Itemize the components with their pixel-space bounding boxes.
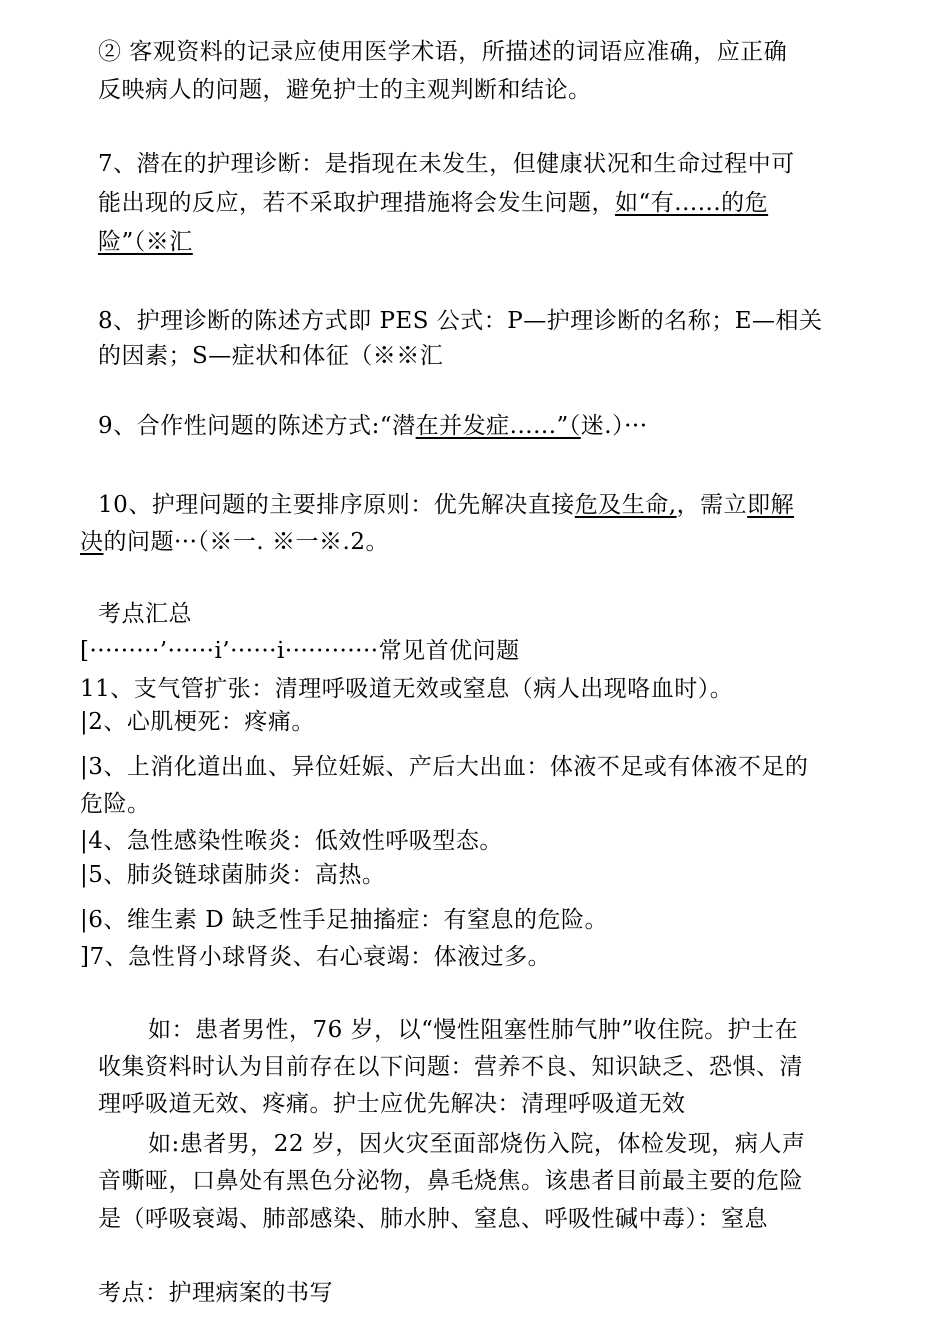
item9-tail: 迷.）··· [580, 413, 648, 439]
item10-underlined-1: 危及生命, [574, 492, 677, 518]
footer-title: 考点：护理病案的书写 [98, 1280, 333, 1306]
summary-item: |4、急性感染性喉炎：低效性呼吸型态。 [80, 828, 503, 854]
item10-line-1 [98, 490, 950, 520]
item7-line-2-text: 能出现的反应，若不采取护理措施将会发生问题， [98, 190, 615, 216]
example2-line-1: 如:患者男，22 岁，因火灾至面部烧伤入院，体检发现，病人声 [148, 1131, 806, 1157]
item10-underlined-2: 即解 [747, 492, 795, 518]
objective-line-1: ② 客观资料的记录应使用医学术语，所描述的词语应准确，应正确 [98, 39, 788, 65]
example2-line-2: 音嘶哑，口鼻处有黑色分泌物，鼻毛烧焦。该患者目前最主要的危险 [98, 1168, 803, 1194]
summary-item: ]7、急性肾小球肾炎、右心衰竭：体液过多。 [80, 944, 552, 970]
summary-item: |3、上消化道出血、异位妊娠、产后大出血：体液不足或有体液不足的 [80, 754, 809, 780]
example1-line-2: 收集资料时认为目前存在以下问题：营养不良、知识缺乏、恐惧、清 [98, 1054, 803, 1080]
item7-underlined-tail: 险”（※汇 [98, 229, 193, 255]
summary-title: 考点汇总 [98, 601, 192, 627]
item9-text: 9、合作性问题的陈述方式:“潜 [98, 413, 416, 439]
item7-underlined-example: 如“有......的危 [615, 190, 769, 216]
item7-line-1: 7、潜在的护理诊断：是指现在未发生，但健康状况和生命过程中可 [98, 151, 795, 177]
item10-text-3: 的问题···（※一. ※一※.2。 [103, 529, 389, 555]
example1-line-1: 如：患者男性，76 岁，以“慢性阻塞性肺气肿”收住院。护士在 [148, 1017, 799, 1043]
item9-underlined: 在并发症......”（ [415, 413, 581, 439]
summary-item: |6、维生素 D 缺乏性手足抽搐症：有窒息的危险。 [80, 907, 608, 933]
item10-underlined-3: 决 [80, 529, 104, 555]
summary-item: |5、肺炎链球菌肺炎：高热。 [80, 862, 386, 888]
summary-item: 危险。 [80, 791, 151, 817]
example1-line-3: 理呼吸道无效、疼痛。护士应优先解决：清理呼吸道无效 [98, 1091, 686, 1117]
item8-line-2: 的因素；S—症状和体征（※※汇 [98, 343, 444, 369]
summary-item: |2、心肌梗死：疼痛。 [80, 709, 315, 735]
item9-line [98, 411, 950, 441]
item10-text: 10、护理问题的主要排序原则：优先解决直接 [98, 492, 575, 518]
summary-dots-line: [·········’······i’······i············常见首优问题 [80, 638, 520, 664]
summary-item: 11、支气管扩张：清理呼吸道无效或窒息（病人出现咯血时）。 [80, 676, 734, 702]
item8-line-1: 8、护理诊断的陈述方式即 PES 公式：P—护理诊断的名称；E—相关 [98, 308, 823, 334]
item7-line-2 [98, 188, 950, 218]
item10-text-2: ，需立 [676, 492, 748, 518]
objective-line-2: 反映病人的问题，避免护士的主观判断和结论。 [98, 77, 592, 103]
item10-line-2 [80, 527, 950, 557]
example2-line-3: 是（呼吸衰竭、肺部感染、肺水肿、窒息、呼吸性碱中毒）：窒息 [98, 1206, 768, 1232]
item7-line-3 [98, 227, 950, 257]
